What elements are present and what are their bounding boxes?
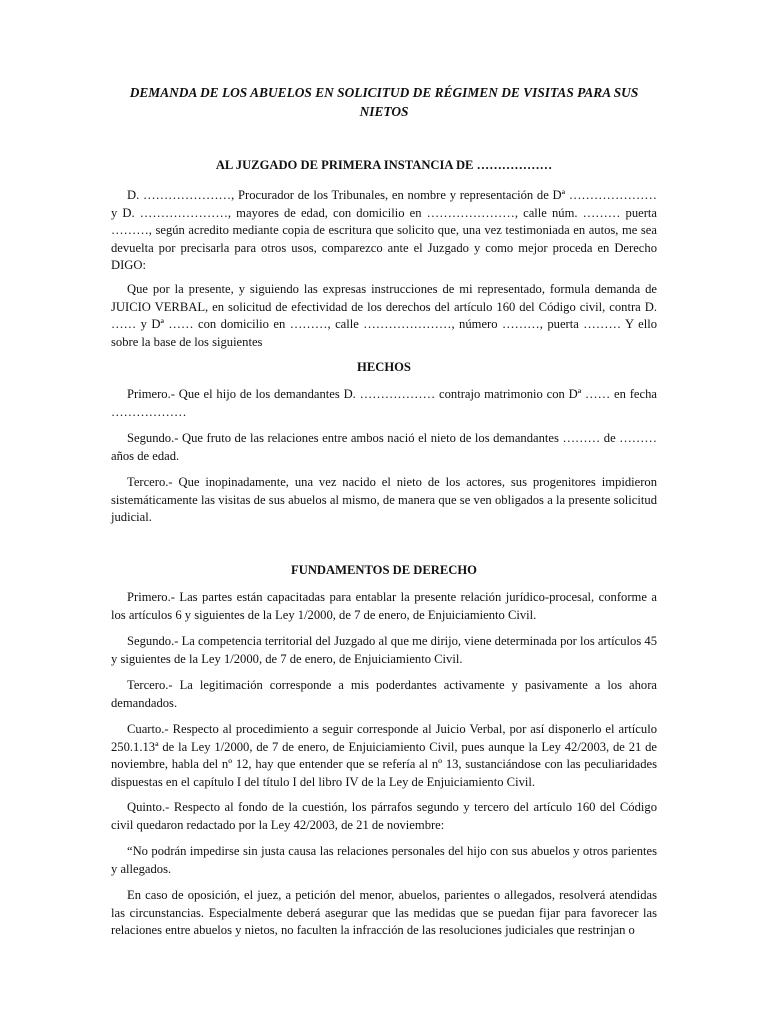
intro-paragraph: Que por la presente, y siguiendo las expresas instrucciones de mi representado, formula demanda de JUICIO VERBAL, en solicitud de efectividad de los derechos del artículo 160 del Código civil, contra D. …… y Dª …… con domicilio en ………, calle …………………, número ………, puerta ……… Y ello sobre la base de los siguientes bbox=[111, 282, 657, 349]
document-title: DEMANDA DE LOS ABUELOS EN SOLICITUD DE RÉGIMEN DE VISITAS PARA SUS NIETOS bbox=[129, 85, 639, 119]
hecho-paragraph: Segundo.- Que fruto de las relaciones entre ambos nació el nieto de los demandantes ……… de ……… años de edad. bbox=[111, 431, 657, 463]
fundamento-paragraph: Tercero.- La legitimación corresponde a mis poderdantes activamente y pasivamente a los ahora demandados. bbox=[111, 678, 657, 710]
hecho-paragraph: Tercero.- Que inopinadamente, una vez nacido el nieto de los actores, sus progenitores impidieron sistemáticamente las visitas de sus abuelos al mismo, de manera que se ven obligados a la presente solicitud judicial. bbox=[111, 475, 657, 525]
fundamento-paragraph: Primero.- Las partes están capacitadas para entablar la presente relación jurídico-procesal, conforme a los artículos 6 y siguientes de la Ley 1/2000, de 7 de enero, de Enjuiciamiento Civil. bbox=[111, 590, 657, 622]
fundamento-paragraph: Quinto.- Respecto al fondo de la cuestión, los párrafos segundo y tercero del artículo 160 del Código civil quedaron redactado por la Ley 42/2003, de 21 de noviembre: bbox=[111, 800, 657, 832]
hechos-heading: HECHOS bbox=[357, 360, 411, 374]
quoted-paragraph: “No podrán impedirse sin justa causa las relaciones personales del hijo con sus abuelos y otros parientes y allegados. bbox=[111, 844, 657, 876]
quoted-paragraph: En caso de oposición, el juez, a petición del menor, abuelos, parientes o allegados, resolverá atendidas las circunstancias. Especialmente deberá asegurar que las medidas que se puedan fijar para favorecer las relaciones entre abuelos y nietos, no faculten la infracción de las resoluciones judiciales que restrinjan o bbox=[111, 888, 657, 938]
court-heading: AL JUZGADO DE PRIMERA INSTANCIA DE ……………… bbox=[215, 158, 553, 172]
hecho-paragraph: Primero.- Que el hijo de los demandantes D. ……………… contrajo matrimonio con Dª …… en fecha ……………… bbox=[111, 387, 657, 419]
document-page bbox=[111, 0, 657, 1024]
fundamentos-heading: FUNDAMENTOS DE DERECHO bbox=[291, 563, 477, 577]
fundamento-paragraph: Segundo.- La competencia territorial del Juzgado al que me dirijo, viene determinada por los artículos 45 y siguientes de la Ley 1/2000, de 7 de enero, de Enjuiciamiento Civil. bbox=[111, 634, 657, 666]
fundamento-paragraph: Cuarto.- Respecto al procedimiento a seguir corresponde al Juicio Verbal, por así disponerlo el artículo 250.1.13ª de la Ley 1/2000, de 7 de enero, de Enjuiciamiento Civil, pues aunque la Ley 42/2003, de 21 de noviembre, habla del nº 12, hay que entender que se refería al nº 13, sustanciándose con las peculiaridades dispuestas en el capítulo I del título I del libro IV de la Ley de Enjuiciamiento Civil. bbox=[111, 722, 657, 789]
intro-paragraph: D. …………………, Procurador de los Tribunales, en nombre y representación de Dª ………………… y D. …………………, mayores de edad, con domicilio en …………………, calle núm. ……… puerta ………, según acredito mediante copia de escritura que solicito que, una vez testimoniada en autos, me sea devuelta por precisarla para otros usos, comparezco ante el Juzgado y como mejor proceda en Derecho DIGO: bbox=[111, 188, 657, 273]
